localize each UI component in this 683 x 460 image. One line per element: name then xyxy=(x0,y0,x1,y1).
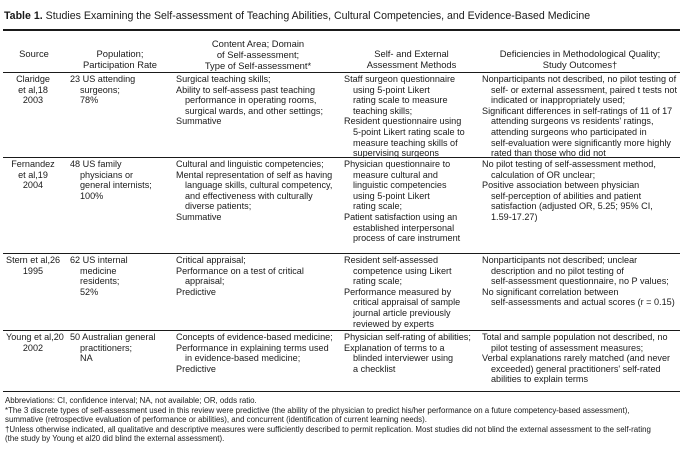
cell-line: using 5-point Likert xyxy=(353,84,430,95)
cell-line: attending surgeons vs residents' ratings, xyxy=(491,116,654,127)
cell-line: established interpersonal xyxy=(353,222,455,233)
table-cell-methods xyxy=(344,159,479,244)
cell-line: and effectiveness with culturally xyxy=(185,190,313,201)
cell-line: Resident self-assessed xyxy=(344,255,439,265)
cell-line: language skills, cultural competency, xyxy=(185,180,333,191)
cell-line: Patient satisfaction using an xyxy=(344,211,458,222)
table-cell-source xyxy=(6,159,60,191)
cell-line: medicine xyxy=(80,265,117,276)
column-header-line: Type of Self-assessment* xyxy=(204,60,312,71)
cell-line: Staff surgeon questionnaire xyxy=(344,74,456,84)
cell-line: surgeons; xyxy=(80,84,120,95)
cell-line: NA xyxy=(80,353,93,364)
cell-line: blinded interviewer using xyxy=(353,353,454,364)
table-cell-source xyxy=(6,332,64,353)
cell-line: physicians or xyxy=(80,169,134,180)
cell-line: indicated or inappropriately used; xyxy=(491,95,625,106)
bottom-rule xyxy=(3,391,680,392)
cell-line: in evidence-based medicine; xyxy=(185,353,301,364)
cell-line: 2004 xyxy=(22,180,44,191)
cell-line: competence using Likert xyxy=(353,265,452,276)
cell-line: Predictive xyxy=(176,286,216,297)
table-title xyxy=(4,4,679,28)
row-divider xyxy=(3,253,680,254)
column-header-source xyxy=(6,48,62,59)
column-header-line: Assessment Methods xyxy=(366,59,457,70)
cell-line: exceeded) general practitioners' self-rated xyxy=(491,363,661,374)
cell-line: 62 US internal xyxy=(70,255,128,265)
cell-line: 48 US family xyxy=(70,159,122,169)
table-cell-population xyxy=(70,159,166,201)
cell-line: Resident questionnaire using xyxy=(344,116,462,127)
cell-line: rating scale to measure xyxy=(353,95,448,106)
column-header-line: Self- and External xyxy=(374,48,449,59)
row-divider xyxy=(3,330,680,331)
cell-line: et al,18 xyxy=(18,84,48,95)
table-cell-deficiencies xyxy=(482,159,678,223)
cell-line: satisfaction (adjusted OR, 5.25; 95% CI, xyxy=(491,201,653,212)
cell-line: Summative xyxy=(176,211,222,222)
cell-line: 1995 xyxy=(22,265,44,276)
cell-line: a checklist xyxy=(353,363,396,374)
column-header-line: Source xyxy=(19,48,49,59)
column-header-line: Content Area; Domain xyxy=(211,38,305,49)
column-header-methods xyxy=(344,48,479,70)
cell-line: Summative xyxy=(176,116,222,127)
table-cell-population xyxy=(70,332,166,364)
cell-line: 78% xyxy=(80,95,99,106)
cell-line: Significant differences in self-ratings of 11 of 17 xyxy=(482,105,673,116)
cell-line: practitioners; xyxy=(80,342,133,353)
cell-line: journal article previously xyxy=(353,307,451,318)
cell-line: Concepts of evidence-based medicine; xyxy=(176,332,333,342)
header-rule xyxy=(3,72,680,73)
cell-line: 1.59-17.27) xyxy=(491,211,538,222)
cell-line: 23 US attending xyxy=(70,74,136,84)
footnote-line: summative (retrospective evaluation of performance or abilities), and concurrent (identification of current learning needs). xyxy=(5,415,427,424)
cell-line: diverse patients; xyxy=(185,201,252,212)
cell-line: attending surgeons who participated in xyxy=(491,126,647,137)
column-header-line: Deficiencies in Methodological Quality; xyxy=(499,48,661,59)
footnote-line: (the study by Young et al20 did blind the external assessment). xyxy=(5,434,225,443)
cell-line: 52% xyxy=(80,286,99,297)
table-title-text: Studies Examining the Self-assessment of Teaching Abilities, Cultural Competencies, and Evidence-Based Medicine xyxy=(45,10,591,22)
cell-line: rating scale; xyxy=(353,201,403,212)
cell-line: performance in operating rooms, xyxy=(185,95,317,106)
cell-line: 2002 xyxy=(22,342,44,353)
cell-line: Ability to self-assess past teaching xyxy=(176,84,315,95)
footnote-line: *The 3 discrete types of self-assessment used in this review were predictive (the ability of the physician to predict his/her performance on a future competency-based assessment), xyxy=(5,406,630,415)
cell-line: 50 Australian general xyxy=(70,332,156,342)
table-cell-deficiencies xyxy=(482,255,678,308)
top-rule xyxy=(3,29,680,31)
cell-line: appraisal; xyxy=(185,276,225,287)
cell-line: self-assessment questionnaire, no P values; xyxy=(491,276,669,287)
cell-line: et al,19 xyxy=(18,169,48,180)
table-cell-methods xyxy=(344,332,479,374)
cell-line: Stern et al,26 xyxy=(6,255,61,265)
cell-line: measure teaching skills of xyxy=(353,137,458,148)
cell-line: Claridge xyxy=(16,74,50,84)
footnote-line: Abbreviations: CI, confidence interval; NA, not available; OR, odds ratio. xyxy=(5,396,257,405)
cell-line: general internists; xyxy=(80,180,152,191)
table-cell-deficiencies xyxy=(482,74,678,159)
cell-line: self-assessments and actual scores (r = 0.15) xyxy=(491,297,675,308)
cell-line: process of care instrument xyxy=(353,233,461,244)
table-cell-content xyxy=(176,159,336,223)
cell-line: Total and sample population not described, no xyxy=(482,332,668,342)
table-cell-content xyxy=(176,332,336,374)
column-header-deficiencies xyxy=(480,48,680,70)
column-header-content xyxy=(176,38,340,71)
cell-line: Cultural and linguistic competencies; xyxy=(176,159,324,169)
column-header-population xyxy=(72,48,168,70)
cell-line: 100% xyxy=(80,190,104,201)
cell-line: using 5-point Likert xyxy=(353,190,430,201)
cell-line: residents; xyxy=(80,276,120,287)
cell-line: description and no pilot testing of xyxy=(491,265,624,276)
table-cell-content xyxy=(176,255,336,297)
cell-line: Nonparticipants not described; unclear xyxy=(482,255,638,265)
cell-line: Explanation of terms to a xyxy=(344,342,445,353)
cell-line: Positive association between physician xyxy=(482,180,640,191)
cell-line: Performance measured by xyxy=(344,286,452,297)
cell-line: pilot testing of assessment measures; xyxy=(491,342,644,353)
cell-line: No pilot testing of self-assessment method, xyxy=(482,159,656,169)
table-cell-source xyxy=(6,74,60,106)
table-cell-population xyxy=(70,255,166,297)
cell-line: 5-point Likert rating scale to xyxy=(353,126,465,137)
cell-line: measure cultural and xyxy=(353,169,438,180)
column-header-line: Participation Rate xyxy=(83,59,157,70)
cell-line: Physician self-rating of abilities; xyxy=(344,332,471,342)
cell-line: surgical wards, and other settings; xyxy=(185,105,323,116)
table-cell-population xyxy=(70,74,166,106)
column-header-line: Study Outcomes† xyxy=(542,59,618,70)
cell-line: critical appraisal of sample xyxy=(353,297,461,308)
cell-line: self- or external assessment, paired t tests not xyxy=(491,84,678,95)
cell-line: No significant correlation between xyxy=(482,286,619,297)
cell-line: Critical appraisal; xyxy=(176,255,246,265)
cell-line: linguistic competencies xyxy=(353,180,447,191)
table-cell-source xyxy=(6,255,60,276)
cell-line: Performance on a test of critical xyxy=(176,265,304,276)
cell-line: self-evaluation were significantly more highly xyxy=(491,137,671,148)
cell-line: 2003 xyxy=(22,95,44,106)
cell-line: Verbal explanations rarely matched (and never xyxy=(482,353,671,364)
cell-line: teaching skills; xyxy=(353,105,413,116)
table-cell-methods xyxy=(344,255,479,329)
column-header-line: Population; xyxy=(96,48,144,59)
cell-line: rated than those who did not xyxy=(491,148,606,159)
footnote-line: †Unless otherwise indicated, all qualitative and descriptive measures were sufficiently described to permit replication. Most studies did not blind the external assessment to the self-rating xyxy=(5,425,651,434)
cell-line: Young et al,20 xyxy=(6,332,64,342)
cell-line: abilities to explain terms xyxy=(491,374,589,385)
cell-line: rating scale; xyxy=(353,276,403,287)
table-number: Table 1. xyxy=(4,10,43,22)
table-cell-methods xyxy=(344,74,479,159)
cell-line: supervising surgeons xyxy=(353,148,439,159)
table-cell-deficiencies xyxy=(482,332,678,385)
cell-line: self-perception of abilities and patient xyxy=(491,190,642,201)
cell-line: Mental representation of self as having xyxy=(176,169,333,180)
cell-line: Fernandez xyxy=(11,159,55,169)
cell-line: Nonparticipants not described, no pilot testing of xyxy=(482,74,677,84)
cell-line: calculation of OR unclear; xyxy=(491,169,596,180)
cell-line: Performance in explaining terms used xyxy=(176,342,329,353)
cell-line: reviewed by experts xyxy=(353,318,434,329)
table-cell-content xyxy=(176,74,336,127)
column-header-line: of Self-assessment; xyxy=(216,49,300,60)
cell-line: Predictive xyxy=(176,363,216,374)
cell-line: Physician questionnaire to xyxy=(344,159,451,169)
cell-line: Surgical teaching skills; xyxy=(176,74,271,84)
